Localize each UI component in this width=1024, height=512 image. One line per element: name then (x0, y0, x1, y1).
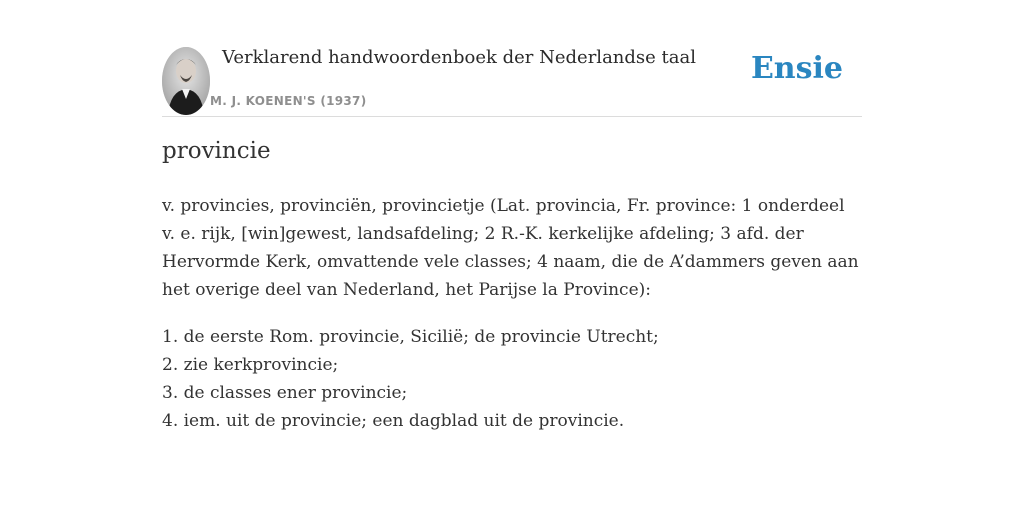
headword: provincie (162, 138, 271, 164)
author-label: M. J. KOENEN'S (1937) (210, 94, 367, 108)
author-portrait-icon (162, 47, 210, 115)
page-container (162, 0, 862, 431)
example-list (162, 323, 862, 435)
definition-text: v. provincies, provinciën, provincietje (Lat. provincia, Fr. province: 1 onderdeel v. e. rijk, [win]gewest, landsafdeling; 2 R.-K. kerkelijke afdeling; 3 afd. der Hervormde Kerk, omvattende vele classes; 4 naam, die de A’dammers geven aan het overige deel van Nederland, het Parijse la Province): (162, 196, 859, 300)
ensie-logo-link[interactable]: Ensie (750, 51, 843, 86)
dictionary-header (162, 0, 862, 117)
book-title[interactable]: Verklarend handwoordenboek der Nederlandse taal (222, 47, 696, 68)
example-item: 4. iem. uit de provincie; een dagblad uit de provincie. (162, 411, 625, 431)
example-item: 1. de eerste Rom. provincie, Sicilië; de provincie Utrecht; (162, 327, 659, 347)
example-item: 2. zie kerkprovincie; (162, 355, 339, 375)
example-item: 3. de classes ener provincie; (162, 383, 408, 403)
